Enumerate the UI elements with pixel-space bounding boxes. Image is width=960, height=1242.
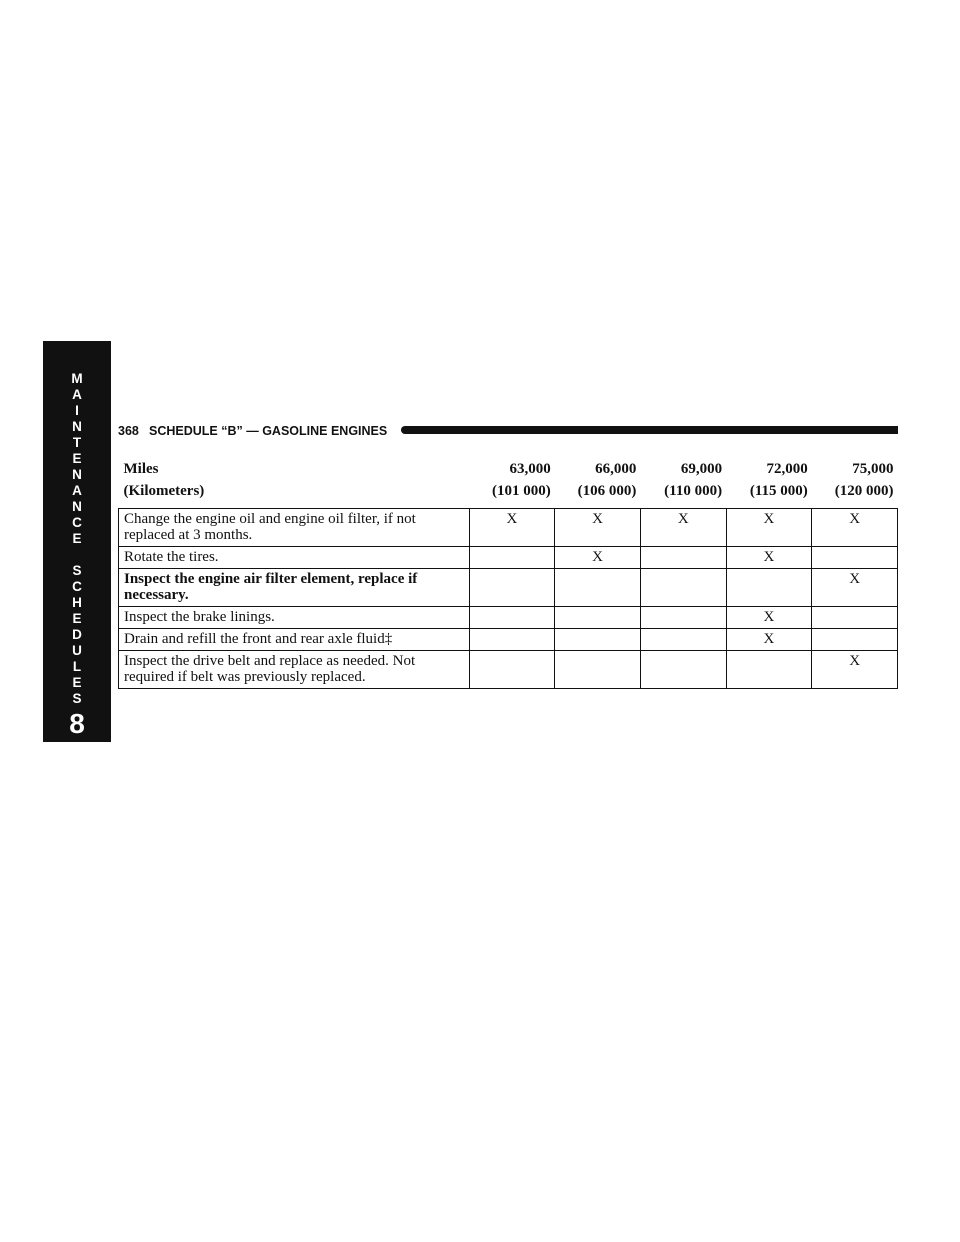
side-letter: U: [72, 643, 82, 658]
side-letter: S: [72, 691, 82, 706]
mark-cell: [640, 547, 726, 569]
mark-cell: X: [726, 607, 812, 629]
mark-cell: [555, 629, 641, 651]
mark-cell: X: [812, 569, 898, 607]
mark-cell: X: [812, 651, 898, 689]
chapter-number: 8: [69, 708, 85, 739]
side-letter: A: [72, 387, 82, 402]
page-number: 368: [118, 424, 139, 438]
side-letter: E: [72, 451, 82, 466]
side-letter: M: [71, 371, 83, 386]
side-letter: A: [72, 483, 82, 498]
mark-cell: [812, 629, 898, 651]
header-rule: [401, 426, 898, 434]
header-label-cell: [119, 452, 470, 509]
side-letter: C: [72, 579, 82, 594]
column-km: (110 000): [664, 483, 723, 499]
column-miles: 66,000: [595, 461, 637, 477]
table-row: [119, 651, 898, 689]
chapter-side-label: [43, 371, 111, 707]
mark-cell: [640, 651, 726, 689]
mark-cell: X: [726, 547, 812, 569]
side-letter: E: [72, 675, 82, 690]
side-letter: L: [72, 659, 82, 674]
mark-cell: X: [555, 547, 641, 569]
mark-cell: [469, 547, 555, 569]
mark-cell: [555, 651, 641, 689]
column-km: (115 000): [749, 483, 808, 499]
mark-cell: [812, 607, 898, 629]
table-row: [119, 547, 898, 569]
chapter-side-tab: [43, 341, 111, 742]
side-letter: C: [72, 515, 82, 530]
header-column: [812, 452, 898, 509]
table-row: [119, 607, 898, 629]
side-letter: I: [75, 403, 79, 418]
side-letter: E: [72, 611, 82, 626]
table-row: [119, 509, 898, 547]
column-miles: 75,000: [852, 461, 894, 477]
mark-cell: X: [726, 509, 812, 547]
side-letter: S: [72, 563, 82, 578]
mark-cell: [640, 629, 726, 651]
mark-cell: [469, 607, 555, 629]
mark-cell: X: [555, 509, 641, 547]
mark-cell: [555, 569, 641, 607]
mark-cell: [469, 651, 555, 689]
column-km: (120 000): [834, 483, 894, 499]
mark-cell: X: [726, 629, 812, 651]
column-miles: 69,000: [680, 461, 723, 477]
maintenance-schedule-table: [118, 452, 898, 689]
mark-cell: X: [640, 509, 726, 547]
mark-cell: [640, 569, 726, 607]
side-letter: D: [72, 627, 82, 642]
side-letter: H: [72, 595, 82, 610]
task-cell: Inspect the brake linings.: [119, 607, 470, 629]
mark-cell: X: [469, 509, 555, 547]
column-km: (106 000): [577, 483, 637, 499]
task-cell: Change the engine oil and engine oil filter, if not replaced at 3 months.: [119, 509, 470, 547]
header-column: [469, 452, 555, 509]
page-title: SCHEDULE “B” — GASOLINE ENGINES: [149, 424, 388, 438]
side-letter: T: [72, 435, 82, 450]
table-header-row: [119, 452, 898, 509]
task-cell: Drain and refill the front and rear axle fluid‡: [119, 629, 470, 651]
table-row: [119, 569, 898, 607]
task-cell: Rotate the tires.: [119, 547, 470, 569]
mark-cell: [469, 569, 555, 607]
mark-cell: [726, 569, 812, 607]
mark-cell: [555, 607, 641, 629]
mark-cell: [812, 547, 898, 569]
side-letter-gap: [43, 547, 111, 563]
column-miles: 72,000: [766, 461, 808, 477]
task-cell: Inspect the drive belt and replace as needed. Not required if belt was previously replaced.: [119, 651, 470, 689]
header-column: [555, 452, 641, 509]
side-letter: E: [72, 531, 82, 546]
mark-cell: X: [812, 509, 898, 547]
side-letter: N: [72, 499, 82, 514]
mark-cell: [469, 629, 555, 651]
task-cell: Inspect the engine air filter element, replace if necessary.: [119, 569, 470, 607]
column-km: (101 000): [491, 483, 551, 499]
page-header: [118, 424, 898, 436]
header-column: [640, 452, 726, 509]
mark-cell: [726, 651, 812, 689]
mark-cell: [640, 607, 726, 629]
table-row: [119, 629, 898, 651]
side-letter: N: [72, 419, 82, 434]
side-letter: N: [72, 467, 82, 482]
header-column: [726, 452, 812, 509]
column-miles: 63,000: [509, 461, 551, 477]
miles-label: Miles: [123, 461, 159, 477]
km-label: (Kilometers): [123, 483, 205, 499]
